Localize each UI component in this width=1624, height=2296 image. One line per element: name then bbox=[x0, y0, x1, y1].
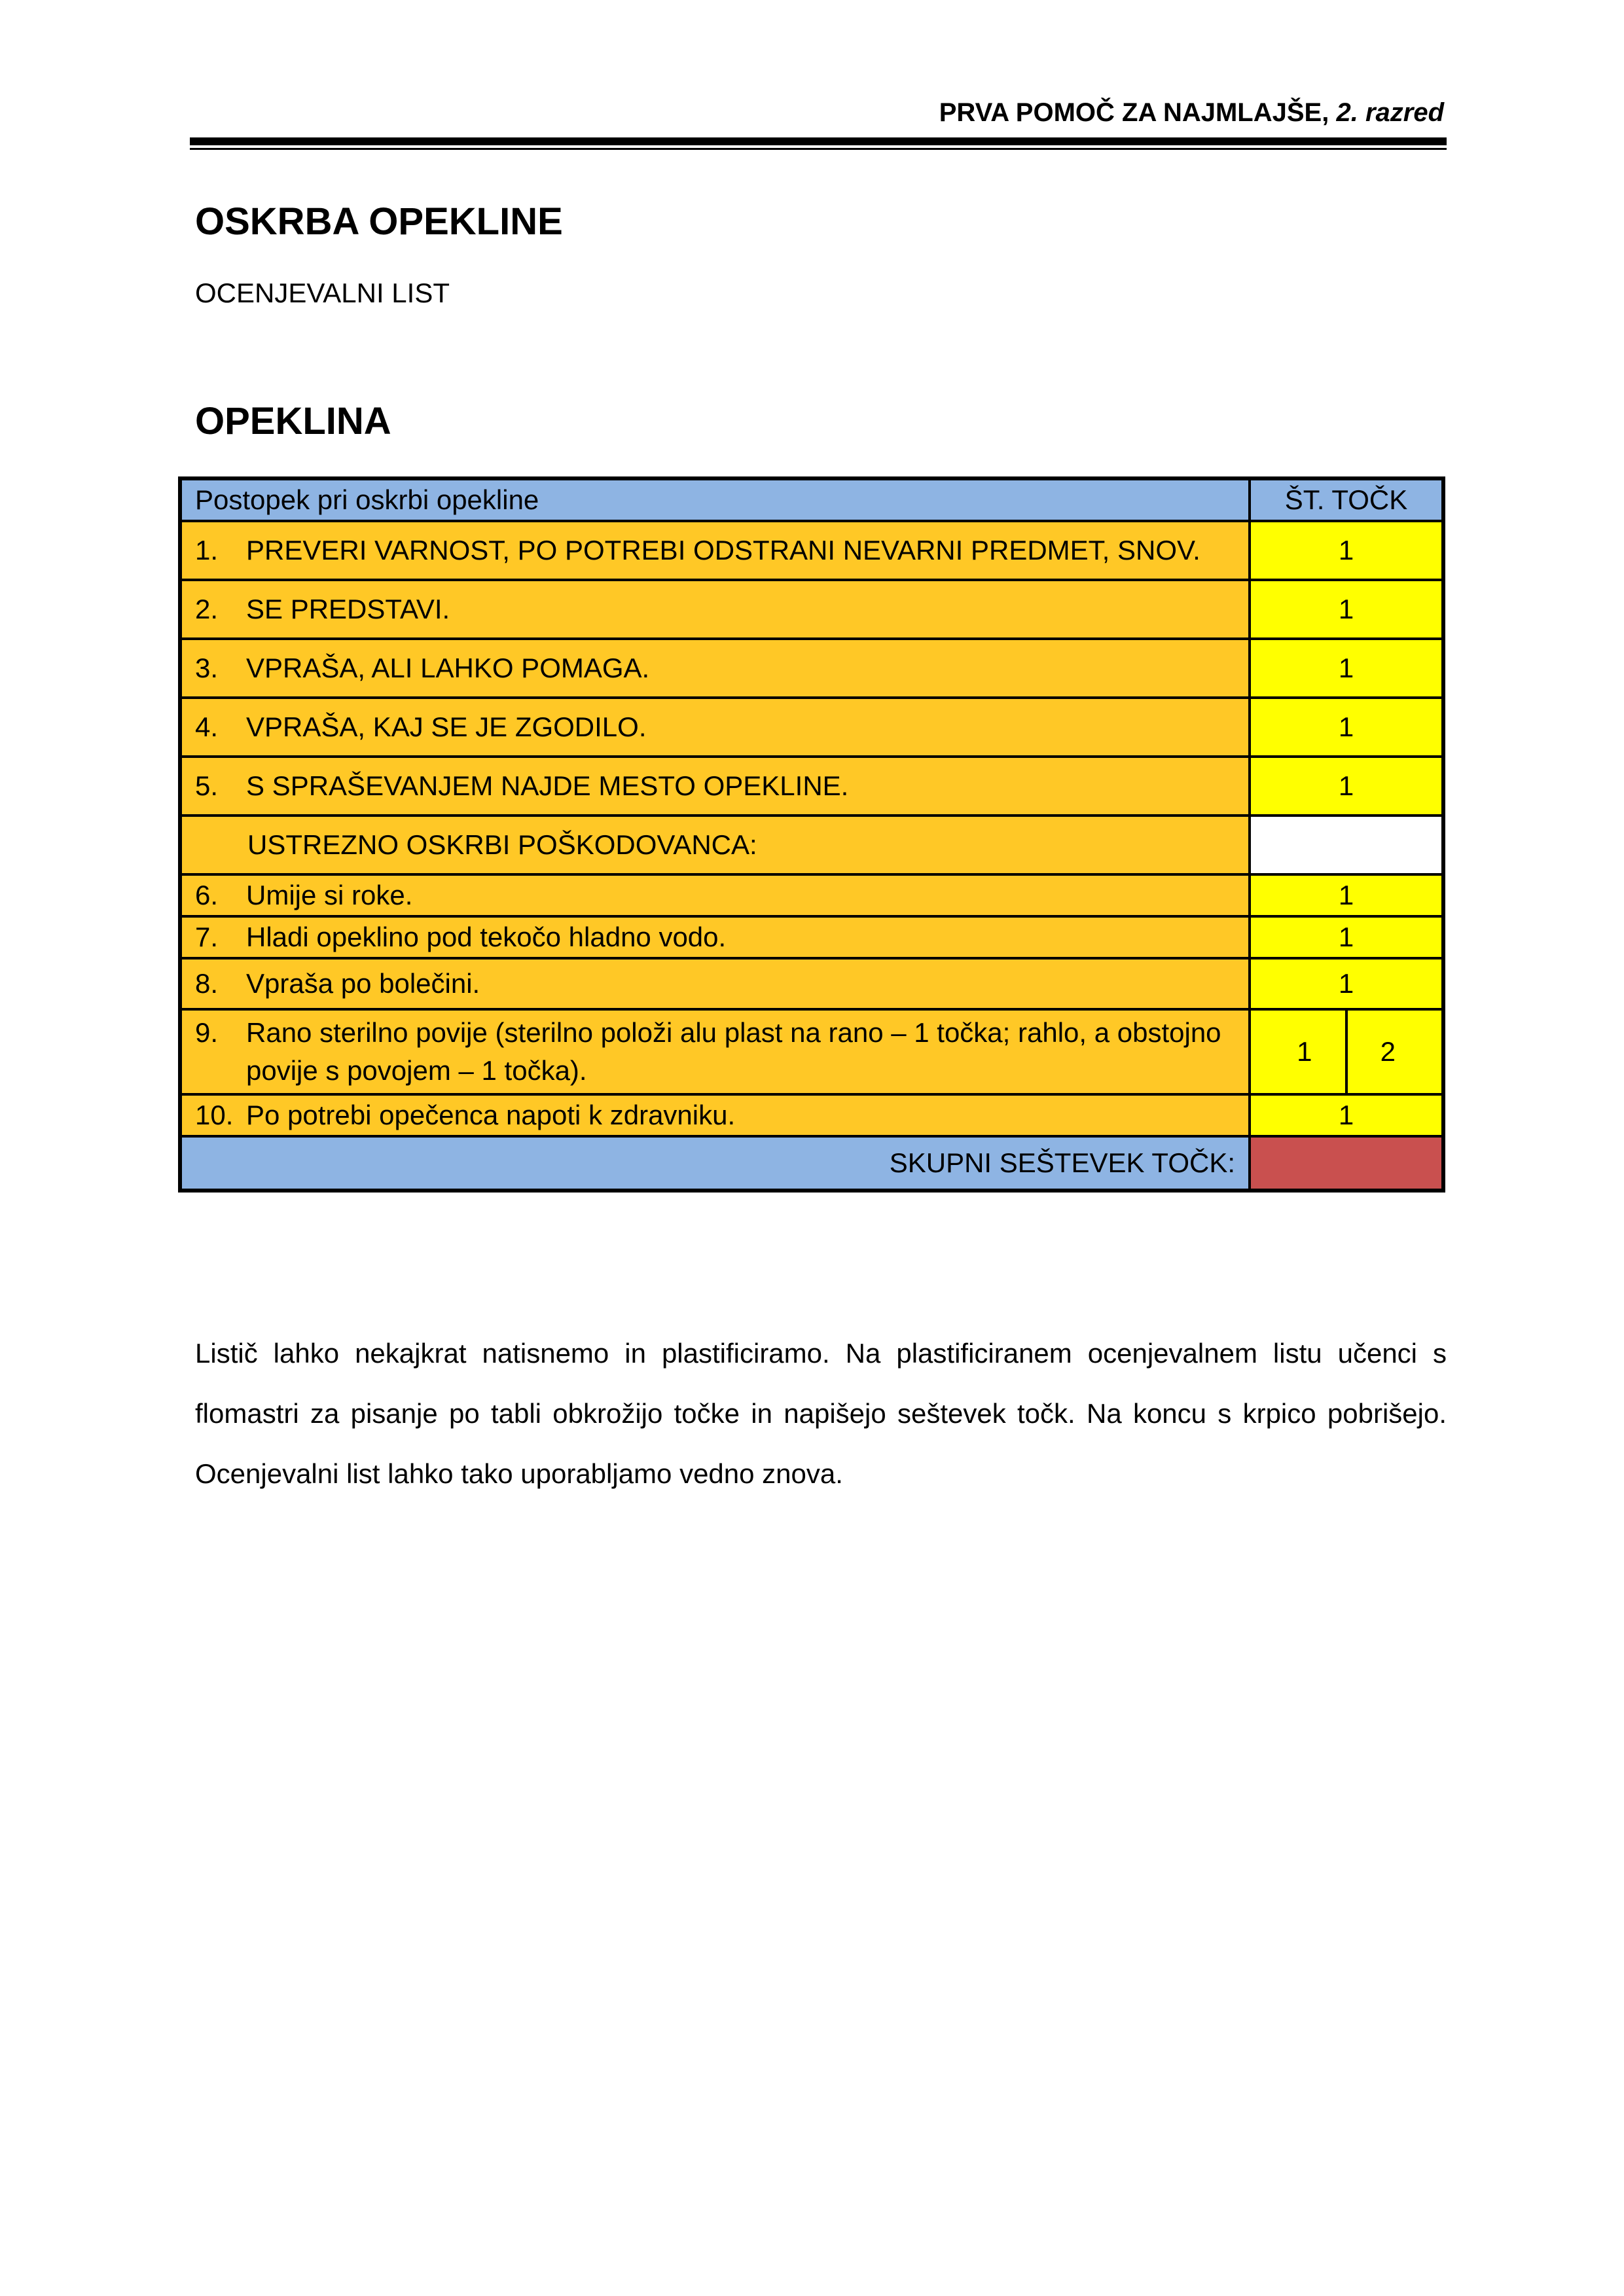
header-grade: 2. razred bbox=[1336, 98, 1444, 127]
points-cell: 1 bbox=[1250, 958, 1443, 1009]
step-text: SE PREDSTAVI. bbox=[246, 594, 450, 624]
table-total-row bbox=[180, 1136, 1443, 1191]
step-text: Hladi opeklino pod tekočo hladno vodo. bbox=[246, 922, 727, 952]
points-cell: 1 bbox=[1250, 1094, 1443, 1136]
step-text: Umije si roke. bbox=[246, 880, 413, 910]
header-rule bbox=[190, 137, 1447, 145]
procedure-step bbox=[180, 916, 1250, 958]
step-text: Po potrebi opečenca napoti k zdravniku. bbox=[246, 1100, 736, 1130]
page-header bbox=[939, 98, 1444, 128]
table-row bbox=[180, 639, 1443, 698]
step-number: 10. bbox=[195, 1100, 234, 1130]
total-label: SKUPNI SEŠTEVEK TOČK: bbox=[180, 1136, 1250, 1191]
step-text: PREVERI VARNOST, PO POTREBI ODSTRANI NEVARNI PREDMET, SNOV. bbox=[246, 535, 1200, 565]
step-text: Rano sterilno povije (sterilno položi alu plast na rano – 1 točka; rahlo, a obstojno povije s povojem – 1 točka). bbox=[246, 1017, 1221, 1086]
points-option-b: 2 bbox=[1345, 1011, 1429, 1093]
scoring-table bbox=[178, 476, 1445, 1193]
step-number: 2. bbox=[195, 594, 219, 624]
step-number: 1. bbox=[195, 535, 219, 565]
table-row bbox=[180, 1094, 1443, 1136]
procedure-step bbox=[180, 1094, 1250, 1136]
header-title: PRVA POMOČ ZA NAJMLAJŠE, bbox=[939, 98, 1329, 127]
step-text: S SPRAŠEVANJEM NAJDE MESTO OPEKLINE. bbox=[246, 770, 849, 801]
instruction-paragraph: Listič lahko nekajkrat natisnemo in plastificiramo. Na plastificiranem ocenjevalnem listu učenci s flomastri za pisanje po tabli obkrožijo točke in napišejo seštevek točk. Na koncu s krpico pobrišejo. Ocenjevalni list lahko tako uporabljamo vedno znova. bbox=[195, 1338, 1447, 1489]
points-cell: 1 bbox=[1250, 916, 1443, 958]
table-row bbox=[180, 521, 1443, 580]
step-hanging-indent bbox=[195, 1014, 1235, 1090]
step-number: 6. bbox=[195, 880, 219, 910]
procedure-step bbox=[180, 757, 1250, 816]
empty-points-cell bbox=[1250, 816, 1443, 874]
step-text: VPRAŠA, ALI LAHKO POMAGA. bbox=[246, 653, 650, 683]
subheading-text: USTREZNO OSKRBI POŠKODOVANCA: bbox=[247, 829, 757, 860]
subheading-cell bbox=[180, 816, 1250, 874]
table-subheading-row bbox=[180, 816, 1443, 874]
procedure-step bbox=[180, 874, 1250, 916]
document-title: OSKRBA OPEKLINE bbox=[195, 200, 563, 243]
procedure-step bbox=[180, 958, 1250, 1009]
procedure-step bbox=[180, 521, 1250, 580]
procedure-step bbox=[180, 698, 1250, 757]
table-row bbox=[180, 1009, 1443, 1094]
points-cell: 1 bbox=[1250, 580, 1443, 639]
step-number: 4. bbox=[195, 711, 219, 742]
table-header-row bbox=[180, 478, 1443, 521]
step-number: 8. bbox=[195, 968, 219, 999]
step-number: 7. bbox=[195, 922, 219, 952]
table-row bbox=[180, 698, 1443, 757]
table-row bbox=[180, 958, 1443, 1009]
column-header-procedure: Postopek pri oskrbi opekline bbox=[180, 478, 1250, 521]
points-cell: 1 bbox=[1250, 874, 1443, 916]
step-text: Vpraša po bolečini. bbox=[246, 968, 480, 999]
points-cell: 1 bbox=[1250, 757, 1443, 816]
header-rule-thin bbox=[190, 148, 1447, 150]
table-row bbox=[180, 757, 1443, 816]
points-cell: 1 bbox=[1250, 521, 1443, 580]
total-points-cell bbox=[1250, 1136, 1443, 1191]
points-cell-split bbox=[1250, 1009, 1443, 1094]
procedure-step bbox=[180, 580, 1250, 639]
points-cell: 1 bbox=[1250, 698, 1443, 757]
procedure-step bbox=[180, 639, 1250, 698]
step-number: 3. bbox=[195, 653, 219, 683]
section-title: OPEKLINA bbox=[195, 400, 391, 442]
table-row bbox=[180, 874, 1443, 916]
points-cell: 1 bbox=[1250, 639, 1443, 698]
split-points bbox=[1264, 1011, 1428, 1093]
table-row bbox=[180, 580, 1443, 639]
step-text: VPRAŠA, KAJ SE JE ZGODILO. bbox=[246, 711, 647, 742]
step-number: 5. bbox=[195, 770, 219, 801]
step-number: 9. bbox=[195, 1017, 219, 1048]
column-header-points: ŠT. TOČK bbox=[1250, 478, 1443, 521]
table-row bbox=[180, 916, 1443, 958]
document-subtitle: OCENJEVALNI LIST bbox=[195, 278, 450, 308]
procedure-step bbox=[180, 1009, 1250, 1094]
points-option-a: 1 bbox=[1297, 1036, 1312, 1067]
